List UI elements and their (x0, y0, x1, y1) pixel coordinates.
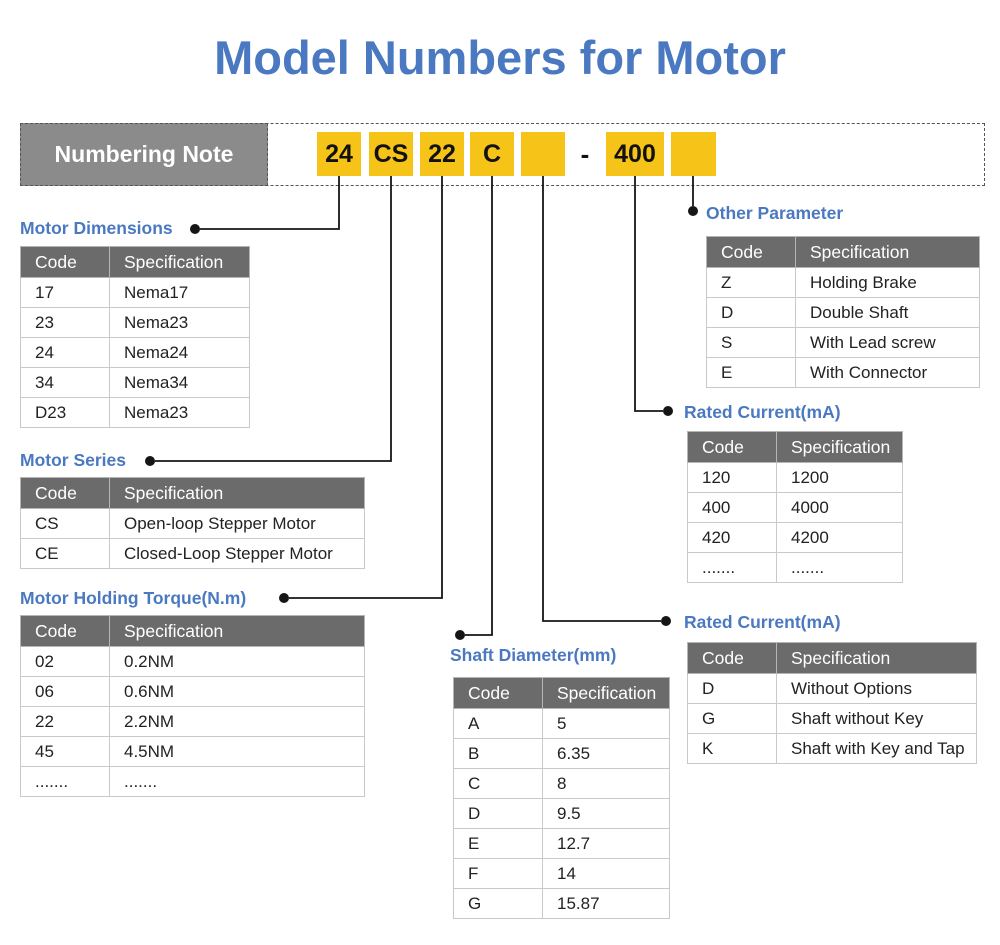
table-row (21, 278, 250, 308)
table-cell: 4200 (777, 523, 903, 553)
table-cell: D (707, 298, 796, 328)
table-cell: 45 (21, 737, 110, 767)
table-cell: Nema23 (110, 308, 250, 338)
section-heading-motor-series: Motor Series (20, 450, 126, 470)
page-title: Model Numbers for Motor (214, 31, 786, 84)
table-row (21, 539, 365, 569)
table-row (688, 734, 977, 764)
table-cell: 6.35 (543, 739, 670, 769)
table-cell: CE (21, 539, 110, 569)
table-cell: 24 (21, 338, 110, 368)
table-cell: Nema24 (110, 338, 250, 368)
table-cell: ....... (688, 553, 777, 583)
table-row (454, 859, 670, 889)
table-motor-dimensions (20, 246, 250, 428)
model-code-box-current: 400 (606, 132, 664, 176)
table-cell: ....... (777, 553, 903, 583)
table-cell: 9.5 (543, 799, 670, 829)
table-cell: Nema17 (110, 278, 250, 308)
table-cell: Nema23 (110, 398, 250, 428)
table-cell: Holding Brake (796, 268, 980, 298)
table-cell: 4000 (777, 493, 903, 523)
table-row (454, 769, 670, 799)
column-header: Specification (777, 432, 903, 463)
table-cell: With Lead screw (796, 328, 980, 358)
table-header-row (21, 247, 250, 278)
table-cell: 2.2NM (110, 707, 365, 737)
column-header: Specification (543, 678, 670, 709)
section-heading-motor-dimensions: Motor Dimensions (20, 218, 173, 238)
section-heading-other-parameter: Other Parameter (706, 203, 844, 223)
table-row (21, 737, 365, 767)
model-code-box-other (671, 132, 716, 176)
table-cell: D (688, 674, 777, 704)
table-cell: 4.5NM (110, 737, 365, 767)
column-header: Code (688, 643, 777, 674)
table-cell: 02 (21, 647, 110, 677)
table-row (707, 268, 980, 298)
section-heading-shaft-options: Rated Current(mA) (684, 612, 841, 632)
table-cell: 0.2NM (110, 647, 365, 677)
table-row (21, 767, 365, 797)
table-cell: 5 (543, 709, 670, 739)
table-cell: 0.6NM (110, 677, 365, 707)
table-cell: F (454, 859, 543, 889)
table-header-row (21, 616, 365, 647)
table-shaft-diameter (453, 677, 670, 919)
model-code-box-torque: 22 (420, 132, 464, 176)
model-code-box-shaft: C (470, 132, 514, 176)
table-row (21, 707, 365, 737)
section-heading-motor-holding-torque: Motor Holding Torque(N.m) (20, 588, 247, 608)
table-cell: Z (707, 268, 796, 298)
table-cell: 12.7 (543, 829, 670, 859)
model-code-box-dimensions: 24 (317, 132, 361, 176)
table-row (21, 509, 365, 539)
numbering-note-label: Numbering Note (20, 123, 268, 186)
table-motor-series (20, 477, 365, 569)
table-cell: 420 (688, 523, 777, 553)
table-cell: Shaft with Key and Tap (777, 734, 977, 764)
table-cell: 14 (543, 859, 670, 889)
table-cell: K (688, 734, 777, 764)
table-row (21, 677, 365, 707)
table-cell: Closed-Loop Stepper Motor (110, 539, 365, 569)
table-row (688, 674, 977, 704)
table-row (454, 739, 670, 769)
column-header: Code (21, 478, 110, 509)
table-rated-current (687, 431, 903, 583)
separator-dash: - (580, 138, 590, 169)
table-row (454, 829, 670, 859)
table-cell: Double Shaft (796, 298, 980, 328)
table-row (688, 704, 977, 734)
column-header: Specification (110, 478, 365, 509)
table-row (707, 298, 980, 328)
table-header-row (688, 432, 903, 463)
table-cell: Shaft without Key (777, 704, 977, 734)
table-cell: A (454, 709, 543, 739)
table-cell: E (454, 829, 543, 859)
table-row (688, 523, 903, 553)
column-header: Specification (796, 237, 980, 268)
table-cell: 23 (21, 308, 110, 338)
table-header-row (454, 678, 670, 709)
table-row (21, 338, 250, 368)
column-header: Specification (110, 247, 250, 278)
table-cell: Without Options (777, 674, 977, 704)
table-other-parameter (706, 236, 980, 388)
table-cell: S (707, 328, 796, 358)
column-header: Code (707, 237, 796, 268)
table-cell: C (454, 769, 543, 799)
model-code-box-series: CS (369, 132, 413, 176)
table-cell: 06 (21, 677, 110, 707)
table-row (707, 358, 980, 388)
table-row (707, 328, 980, 358)
table-row (454, 889, 670, 919)
table-row (688, 463, 903, 493)
table-header-row (21, 478, 365, 509)
table-row (688, 493, 903, 523)
table-cell: 22 (21, 707, 110, 737)
column-header: Specification (110, 616, 365, 647)
table-shaft-options (687, 642, 977, 764)
table-cell: 15.87 (543, 889, 670, 919)
table-cell: ....... (110, 767, 365, 797)
table-cell: 400 (688, 493, 777, 523)
table-header-row (707, 237, 980, 268)
model-code-box-options (521, 132, 565, 176)
table-row (21, 368, 250, 398)
table-cell: D (454, 799, 543, 829)
table-cell: Nema34 (110, 368, 250, 398)
section-heading-rated-current: Rated Current(mA) (684, 402, 841, 422)
table-cell: 120 (688, 463, 777, 493)
column-header: Code (21, 247, 110, 278)
column-header: Specification (777, 643, 977, 674)
table-cell: CS (21, 509, 110, 539)
table-cell: ....... (21, 767, 110, 797)
table-motor-holding-torque (20, 615, 365, 797)
table-row (21, 647, 365, 677)
section-heading-shaft-diameter: Shaft Diameter(mm) (450, 645, 617, 665)
column-header: Code (21, 616, 110, 647)
table-cell: 34 (21, 368, 110, 398)
table-cell: B (454, 739, 543, 769)
column-header: Code (454, 678, 543, 709)
table-header-row (688, 643, 977, 674)
table-cell: G (688, 704, 777, 734)
table-row (454, 709, 670, 739)
table-cell: 1200 (777, 463, 903, 493)
table-row (21, 398, 250, 428)
table-cell: 17 (21, 278, 110, 308)
table-cell: With Connector (796, 358, 980, 388)
table-row (21, 308, 250, 338)
table-cell: D23 (21, 398, 110, 428)
table-cell: G (454, 889, 543, 919)
table-row (688, 553, 903, 583)
table-cell: E (707, 358, 796, 388)
table-cell: Open-loop Stepper Motor (110, 509, 365, 539)
table-cell: 8 (543, 769, 670, 799)
column-header: Code (688, 432, 777, 463)
table-row (454, 799, 670, 829)
